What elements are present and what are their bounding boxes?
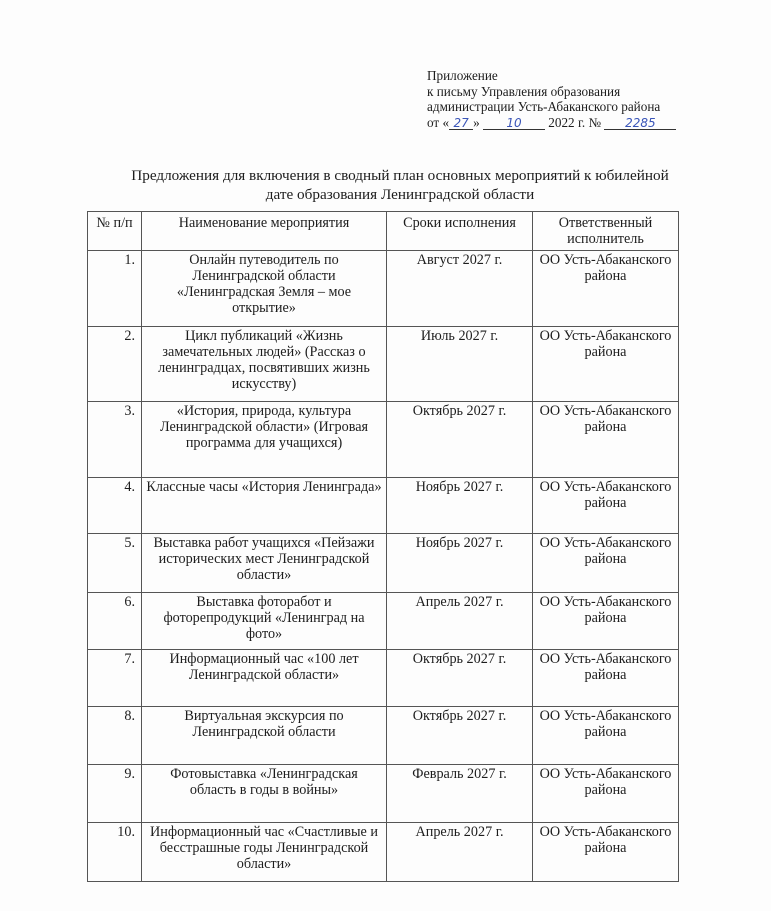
year-label: 2022 г. №: [548, 114, 602, 130]
table-row: [88, 593, 679, 650]
row-name: Фотовыставка «Ленинградская область в годы в войны»: [142, 765, 387, 823]
table-row: [88, 765, 679, 823]
header-term: Сроки исполнения: [387, 212, 533, 251]
row-responsible: ОО Усть-Абаканского района: [533, 402, 679, 478]
appendix-admin-line: администрации Усть-Абаканского района: [427, 99, 661, 114]
row-num: 1.: [88, 251, 142, 327]
table-row: [88, 251, 679, 327]
row-term: Февраль 2027 г.: [387, 765, 533, 823]
title-line-2: дате образования Ленинградской области: [265, 186, 535, 203]
appendix-label: Приложение: [427, 68, 498, 83]
row-num: 7.: [88, 650, 142, 707]
appendix-date-line: [427, 115, 707, 131]
header-num: № п/п: [88, 212, 142, 251]
row-responsible: ОО Усть-Абаканского района: [533, 327, 679, 402]
handwritten-month: 10: [483, 117, 545, 130]
row-responsible: ОО Усть-Абаканского района: [533, 534, 679, 593]
table-row: [88, 707, 679, 765]
row-responsible: ОО Усть-Абаканского района: [533, 650, 679, 707]
row-num: 2.: [88, 327, 142, 402]
row-responsible: ОО Усть-Абаканского района: [533, 251, 679, 327]
row-name: Виртуальная экскурсия по Ленинградской области: [142, 707, 387, 765]
row-name: Цикл публикаций «Жизнь замечательных людей» (Рассказ о ленинградцах, посвятивших жизнь искусству): [142, 327, 387, 402]
appendix-header: [427, 68, 707, 130]
table-row: [88, 650, 679, 707]
row-responsible: ОО Усть-Абаканского района: [533, 478, 679, 534]
handwritten-day: 27: [449, 117, 473, 130]
row-term: Август 2027 г.: [387, 251, 533, 327]
row-name: Информационный час «Счастливые и бесстрашные годы Ленинградской области»: [142, 823, 387, 882]
row-term: Ноябрь 2027 г.: [387, 534, 533, 593]
row-name: Классные часы «История Ленинграда»: [142, 478, 387, 534]
appendix-letter-line: к письму Управления образования: [427, 83, 621, 99]
row-responsible: ОО Усть-Абаканского района: [533, 765, 679, 823]
header-responsible: Ответственный исполнитель: [533, 212, 679, 251]
table-header-row: [88, 212, 679, 251]
from-label: от «: [427, 114, 450, 130]
row-responsible: ОО Усть-Абаканского района: [533, 593, 679, 650]
row-num: 6.: [88, 593, 142, 650]
row-responsible: ОО Усть-Абаканского района: [533, 823, 679, 882]
header-name: Наименование мероприятия: [142, 212, 387, 251]
row-term: Апрель 2027 г.: [387, 823, 533, 882]
row-term: Ноябрь 2027 г.: [387, 478, 533, 534]
row-num: 4.: [88, 478, 142, 534]
row-term: Октябрь 2027 г.: [387, 402, 533, 478]
row-term: Июль 2027 г.: [387, 327, 533, 402]
row-name: Выставка работ учащихся «Пейзажи исторических мест Ленинградской области»: [142, 534, 387, 593]
document-title: [80, 166, 720, 204]
table-row: [88, 327, 679, 402]
handwritten-number: 2285: [604, 117, 676, 130]
title-line-1: Предложения для включения в сводный план основных мероприятий к юбилейной: [131, 167, 669, 184]
row-num: 9.: [88, 765, 142, 823]
row-num: 10.: [88, 823, 142, 882]
row-responsible: ОО Усть-Абаканского района: [533, 707, 679, 765]
row-term: Октябрь 2027 г.: [387, 707, 533, 765]
table-row: [88, 478, 679, 534]
table-row: [88, 402, 679, 478]
row-name: «История, природа, культура Ленинградской области» (Игровая программа для учащихся): [142, 402, 387, 478]
events-table: [87, 211, 679, 882]
row-term: Октябрь 2027 г.: [387, 650, 533, 707]
row-term: Апрель 2027 г.: [387, 593, 533, 650]
row-num: 3.: [88, 402, 142, 478]
table-row: [88, 534, 679, 593]
row-name: Информационный час «100 лет Ленинградской области»: [142, 650, 387, 707]
row-num: 5.: [88, 534, 142, 593]
row-num: 8.: [88, 707, 142, 765]
row-name: Онлайн путеводитель по Ленинградской области «Ленинградская Земля – мое открытие»: [142, 251, 387, 327]
table-row: [88, 823, 679, 882]
row-name: Выставка фоторабот и фоторепродукций «Ленинград на фото»: [142, 593, 387, 650]
quote-close: »: [473, 114, 480, 130]
